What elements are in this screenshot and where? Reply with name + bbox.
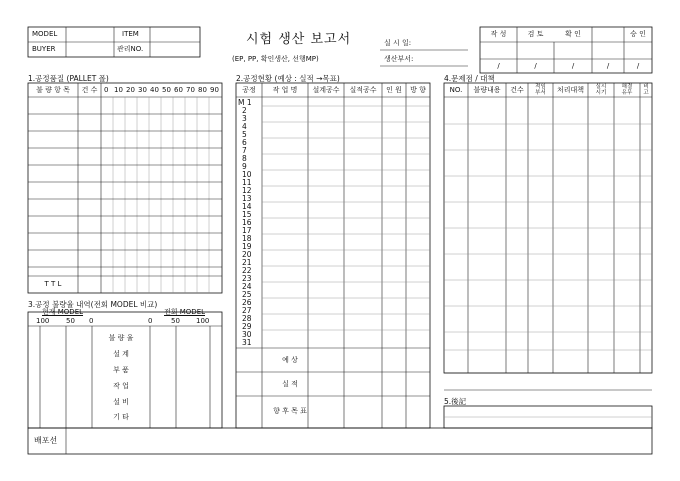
process-step: 21 <box>242 258 252 267</box>
category-defect-rate: 불 량 율 <box>108 334 134 342</box>
approval-write: 작 성 <box>490 30 507 38</box>
approval-approve: 승 인 <box>630 30 646 38</box>
process-step: 10 <box>242 170 252 179</box>
responsible-dept-header: 적임 부서 <box>535 84 546 97</box>
slash-3: / <box>571 62 575 70</box>
section5-title: 5.後記 <box>444 397 467 406</box>
slash-1: / <box>497 62 500 70</box>
right-scale-100: 100 <box>196 317 210 325</box>
process-step: 14 <box>242 202 252 211</box>
total-label: T T L <box>44 280 62 288</box>
scale-50: 50 <box>162 86 171 94</box>
current-model-label: 현재 MODEL <box>42 308 84 316</box>
personnel-header: 인 원 <box>386 86 402 94</box>
schedule-header: 실시 시기 <box>595 84 607 97</box>
category-equipment: 설 비 <box>113 398 129 406</box>
model-label: MODEL <box>32 30 58 38</box>
left-scale-50: 50 <box>66 317 75 325</box>
category-other: 기 타 <box>113 413 129 421</box>
process-header: 공정 <box>242 86 256 94</box>
process-step: 22 <box>242 266 252 275</box>
category-parts: 부 품 <box>113 366 129 374</box>
process-step: 16 <box>242 218 252 227</box>
process-step: 25 <box>242 290 252 299</box>
process-step: M 1 <box>238 98 252 107</box>
process-step: 20 <box>242 250 252 259</box>
section1-title: 1.공정품질 (PALLET 폴) <box>28 74 109 83</box>
process-step: 23 <box>242 274 252 283</box>
mgmt-no-label: 관리NO. <box>117 45 144 53</box>
category-design: 설 계 <box>113 350 129 358</box>
slash-5: / <box>636 62 640 70</box>
scale-20: 20 <box>126 86 135 94</box>
work-name-header: 작 업 명 <box>272 86 298 94</box>
actual-hours-header: 실적공수 <box>349 86 377 94</box>
scale-40: 40 <box>150 86 159 94</box>
scale-70: 70 <box>186 86 195 94</box>
resolved-header: 해결 유무 <box>621 84 633 97</box>
process-step: 3 <box>242 114 247 123</box>
process-step: 27 <box>242 306 252 315</box>
scale-30: 30 <box>138 86 147 94</box>
distribution-label: 배포선 <box>34 436 58 445</box>
summary-target: 향 후 목 표 <box>273 407 307 415</box>
dept-label: 생산부서: <box>384 55 414 63</box>
category-work: 작 업 <box>113 382 129 390</box>
process-step: 17 <box>242 226 252 235</box>
approval-confirm: 확 인 <box>565 30 581 38</box>
summary-expected: 예 상 <box>282 356 298 364</box>
process-step: 29 <box>242 322 252 331</box>
process-step: 9 <box>242 162 247 171</box>
process-step: 18 <box>242 234 252 243</box>
scale-90: 90 <box>210 86 219 94</box>
right-scale-0: 0 <box>148 317 153 325</box>
scale-10: 10 <box>114 86 123 94</box>
page-title: 시험 생산 보고서 <box>246 32 352 47</box>
previous-model-label: 전회 MODEL <box>164 308 206 316</box>
direction-header: 방 향 <box>410 86 426 94</box>
item-label: ITEM <box>122 30 139 38</box>
approval-review: 검 토 <box>527 30 544 38</box>
defect-content-header: 불량내용 <box>473 86 501 94</box>
process-step: 5 <box>242 130 247 139</box>
process-step: 11 <box>242 178 252 187</box>
process-step: 19 <box>242 242 252 251</box>
slash-4: / <box>606 62 610 70</box>
process-step: 26 <box>242 298 252 307</box>
remarks-header: 비 고 <box>643 84 649 97</box>
count-header: 건 수 <box>81 86 98 94</box>
no-header: NO. <box>449 86 463 94</box>
process-step: 4 <box>242 122 247 131</box>
process-step: 15 <box>242 210 252 219</box>
page-subtitle: (EP, PP, 확인생산, 선행MP) <box>232 55 319 63</box>
scale-60: 60 <box>174 86 183 94</box>
process-step: 12 <box>242 186 252 195</box>
section3-title: 3.공정 불량율 내역(전회 MODEL 비교) <box>28 300 158 309</box>
design-hours-header: 설계공수 <box>312 86 340 94</box>
process-step: 30 <box>242 330 252 339</box>
count-header-4: 건수 <box>510 86 524 94</box>
section4-title: 4.문제점 / 대책 <box>444 74 495 83</box>
buyer-label: BUYER <box>32 45 56 53</box>
countermeasure-header: 처리대책 <box>556 86 585 94</box>
process-step: 31 <box>242 338 252 347</box>
left-scale-0: 0 <box>89 317 94 325</box>
slash-2: / <box>534 62 537 70</box>
defect-item-header: 불 량 항 목 <box>36 86 70 94</box>
right-scale-50: 50 <box>171 317 180 325</box>
process-step: 13 <box>242 194 252 203</box>
scale-80: 80 <box>198 86 207 94</box>
scale-0: 0 <box>104 86 109 94</box>
process-step: 7 <box>242 146 247 155</box>
process-step: 6 <box>242 138 247 147</box>
left-scale-100: 100 <box>36 317 50 325</box>
process-step: 2 <box>242 106 247 115</box>
date-label: 실 시 일: <box>384 39 412 47</box>
process-step: 28 <box>242 314 252 323</box>
process-step: 8 <box>242 154 247 163</box>
summary-actual: 실 적 <box>282 380 298 388</box>
section2-title: 2.공정현황 (예상 : 실적 →목표) <box>236 74 340 83</box>
process-step: 24 <box>242 282 252 291</box>
